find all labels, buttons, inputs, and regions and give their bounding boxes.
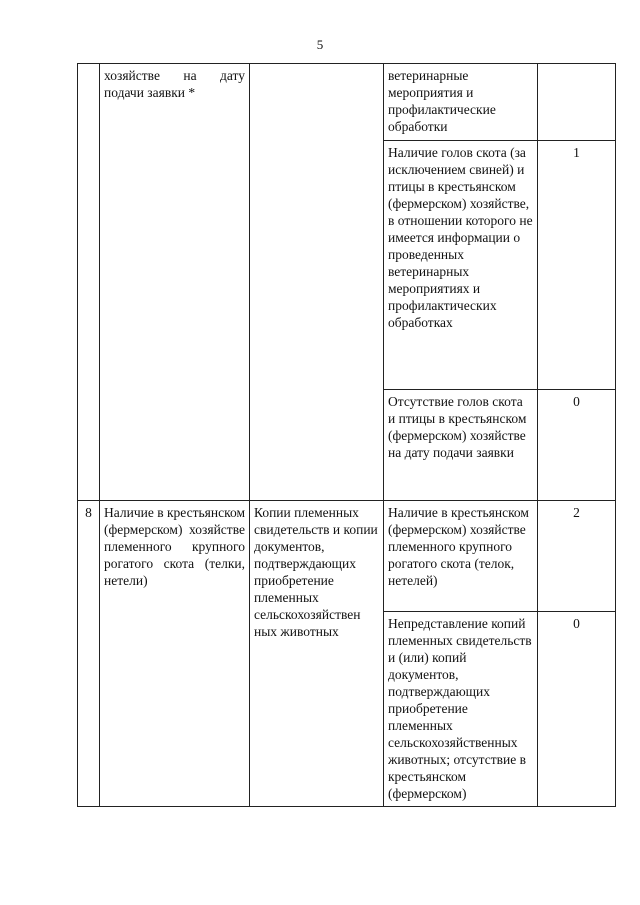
table-row: [78, 501, 616, 612]
criterion-cell: [100, 64, 250, 501]
option-score: 1: [538, 141, 616, 390]
row-number: [78, 64, 100, 501]
criteria-table: [77, 63, 616, 807]
option-score: [538, 64, 616, 141]
option-text: ветеринарные мероприятия и профилактические обработки: [384, 64, 538, 141]
option-score: 0: [538, 390, 616, 501]
option-text: Непредставление копий племенных свидетельств и (или) копий документов, подтверждающих приобретение племенных сельскохозяйственных животных; отсутствие в крестьянском (фермерском): [384, 612, 538, 807]
criterion-line: хозяйстве на дату: [104, 68, 245, 83]
criterion-cell: Наличие в крестьянском (фермерском) хозяйстве племенного крупного рогатого скота (телки, нетели): [100, 501, 250, 807]
table-row: [78, 64, 616, 141]
option-text: Отсутствие голов скота и птицы в крестьянском (фермерском) хозяйстве на дату подачи заявки: [384, 390, 538, 501]
option-score: 0: [538, 612, 616, 807]
option-text: Наличие в крестьянском (фермерском) хозяйстве племенного крупного рогатого скота (телок, нетелей): [384, 501, 538, 612]
option-score: 2: [538, 501, 616, 612]
criterion-line: подачи заявки *: [104, 85, 196, 100]
documents-cell: [250, 64, 384, 501]
option-text: Наличие голов скота (за исключением свиней) и птицы в крестьянском (фермерском) хозяйстве, в отношении которого не имеется информации о проведенных ветеринарных мероприятиях и профилактических обработках: [384, 141, 538, 390]
documents-cell: Копии племенных свидетельств и копии документов, подтверждающих приобретение племенных сельскохозяйствен ных животных: [250, 501, 384, 807]
row-number: 8: [78, 501, 100, 807]
page-number: 5: [316, 37, 324, 52]
